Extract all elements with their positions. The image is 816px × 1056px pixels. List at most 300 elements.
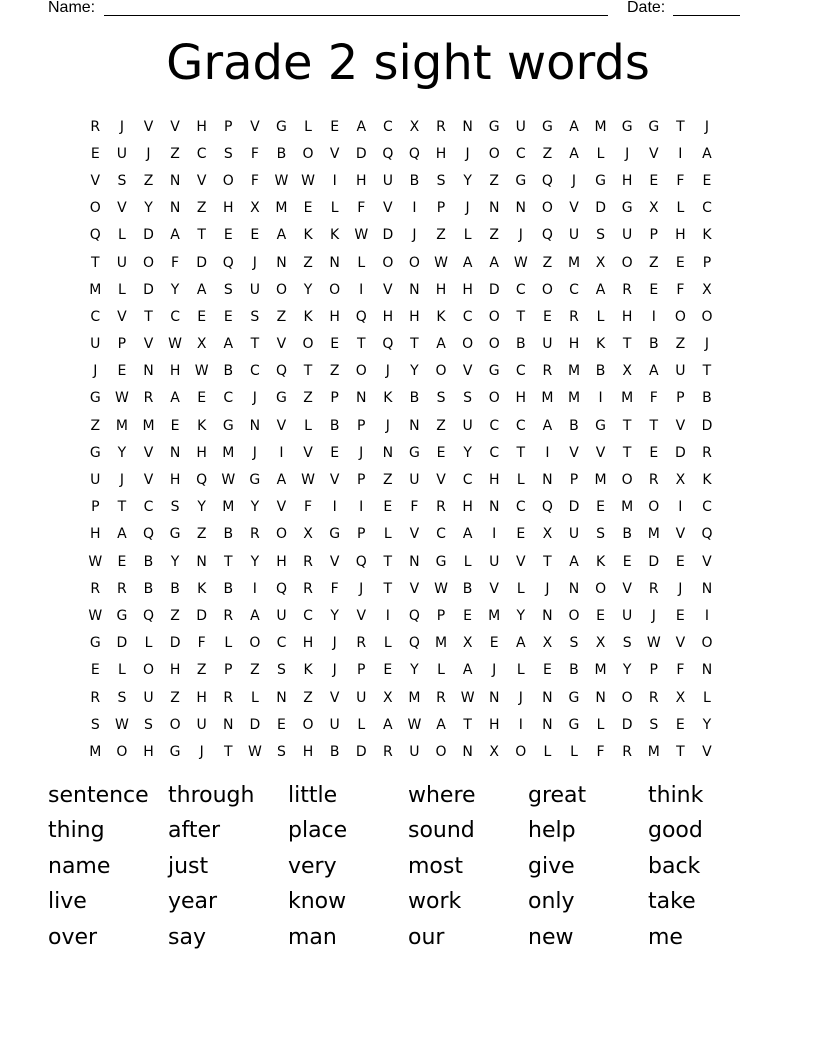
grid-row	[82, 195, 747, 222]
grid-letter: G	[595, 417, 606, 434]
grid-letter: D	[674, 444, 686, 461]
grid-letter: C	[515, 145, 526, 162]
grid-letter: Q	[355, 308, 367, 325]
grid-letter: E	[197, 390, 207, 407]
grid-letter: F	[676, 281, 685, 298]
grid-letter: N	[249, 417, 261, 434]
grid-letter: A	[462, 526, 473, 543]
grid-letter: P	[357, 417, 366, 434]
grid-letter: N	[409, 553, 420, 570]
grid-letter: H	[409, 308, 420, 325]
grid-letter: N	[462, 743, 473, 760]
grid-letter: I	[252, 580, 257, 597]
grid-letter: G	[541, 118, 553, 135]
grid-letter: W	[460, 689, 475, 706]
grid-letter: M	[594, 662, 607, 679]
grid-letter: Z	[170, 689, 180, 706]
grid-letter: V	[516, 553, 526, 570]
grid-letter: Q	[89, 227, 101, 244]
grid-letter: P	[224, 662, 233, 679]
grid-letter: Z	[303, 689, 313, 706]
grid-letter: E	[675, 553, 685, 570]
word-list-row	[48, 920, 768, 956]
grid-letter: W	[434, 580, 448, 597]
grid-letter: Z	[489, 227, 499, 244]
header-fields	[48, 0, 768, 18]
grid-letter: Q	[701, 526, 713, 543]
grid-letter: S	[463, 390, 473, 407]
grid-letter: U	[329, 716, 340, 733]
grid-letter: J	[678, 580, 683, 597]
word-list-item: me	[648, 924, 683, 950]
grid-letter: V	[250, 118, 260, 135]
grid-letter: A	[516, 635, 526, 652]
grid-letter: R	[223, 689, 234, 706]
grid-letter: J	[332, 662, 337, 679]
grid-letter: Q	[408, 635, 420, 652]
grid-letter: B	[648, 336, 659, 353]
grid-letter: L	[570, 743, 578, 760]
grid-letter: Q	[408, 607, 420, 624]
grid-letter: I	[678, 499, 683, 516]
grid-letter: X	[675, 689, 686, 706]
grid-letter: Q	[541, 172, 553, 189]
grid-letter: O	[435, 743, 447, 760]
grid-letter: D	[355, 145, 367, 162]
page-title: Grade 2 sight words	[166, 35, 650, 91]
grid-letter: S	[90, 716, 100, 733]
grid-letter: R	[648, 580, 659, 597]
grid-letter: X	[702, 281, 712, 298]
word-list-item: new	[528, 924, 574, 950]
grid-letter: N	[542, 689, 553, 706]
grid-letter: U	[196, 716, 207, 733]
grid-letter: U	[462, 417, 473, 434]
grid-letter: H	[302, 635, 314, 652]
grid-letter: T	[516, 444, 526, 461]
grid-letter: E	[117, 553, 127, 570]
grid-letter: X	[462, 635, 473, 652]
grid-letter: T	[463, 716, 472, 733]
grid-row	[82, 575, 747, 602]
grid-letter: Z	[436, 227, 446, 244]
grid-letter: R	[382, 743, 393, 760]
grid-letter: N	[515, 200, 527, 217]
grid-letter: H	[196, 444, 207, 461]
grid-letter: C	[436, 526, 446, 543]
grid-letter: J	[359, 580, 364, 597]
grid-letter: O	[595, 580, 607, 597]
grid-letter: T	[250, 336, 260, 353]
grid-letter: T	[516, 308, 526, 325]
grid-letter: L	[144, 635, 153, 652]
grid-letter: H	[90, 526, 101, 543]
grid-letter: H	[621, 172, 633, 189]
word-list-item: where	[408, 782, 476, 808]
grid-letter: I	[651, 308, 656, 325]
grid-letter: J	[518, 227, 523, 244]
grid-letter: H	[435, 145, 447, 162]
grid-letter: W	[194, 363, 209, 380]
grid-row	[82, 222, 747, 249]
grid-letter: T	[676, 118, 685, 135]
grid-letter: L	[250, 689, 259, 706]
grid-letter: M	[567, 254, 581, 271]
grid-letter: V	[117, 200, 127, 217]
word-list-row	[48, 885, 768, 921]
grid-letter: U	[90, 336, 101, 353]
name-blank-line[interactable]	[104, 0, 608, 16]
grid-letter: K	[383, 390, 393, 407]
grid-letter: G	[568, 689, 580, 706]
grid-letter: R	[622, 281, 633, 298]
grid-letter: C	[196, 145, 207, 162]
grid-row	[82, 358, 747, 385]
grid-letter: M	[621, 390, 634, 407]
grid-letter: M	[275, 200, 288, 217]
grid-letter: Q	[541, 499, 553, 516]
grid-letter: N	[542, 472, 553, 489]
grid-letter: J	[465, 145, 470, 162]
grid-letter: V	[329, 553, 340, 570]
grid-letter: L	[437, 662, 445, 679]
grid-letter: F	[410, 499, 419, 516]
grid-letter: D	[648, 553, 660, 570]
grid-letter: Y	[463, 444, 472, 461]
grid-letter: D	[701, 417, 713, 434]
grid-row	[82, 167, 747, 194]
grid-letter: S	[622, 635, 632, 652]
grid-letter: L	[117, 227, 126, 244]
grid-letter: G	[408, 444, 420, 461]
grid-letter: Y	[170, 281, 180, 298]
grid-letter: U	[143, 689, 154, 706]
grid-letter: T	[543, 553, 552, 570]
grid-letter: O	[701, 635, 713, 652]
grid-letter: D	[249, 716, 261, 733]
grid-row	[82, 303, 747, 330]
grid-letter: T	[223, 743, 233, 760]
grid-letter: V	[595, 444, 606, 461]
grid-letter: B	[515, 336, 526, 353]
grid-letter: L	[304, 417, 312, 434]
grid-letter: C	[515, 363, 526, 380]
grid-letter: U	[515, 118, 526, 135]
grid-letter: G	[595, 172, 606, 189]
grid-letter: W	[168, 336, 182, 353]
grid-letter: Z	[143, 172, 154, 189]
grid-letter: T	[303, 363, 313, 380]
grid-letter: S	[569, 635, 579, 652]
grid-letter: G	[621, 200, 633, 217]
grid-letter: T	[702, 363, 712, 380]
grid-letter: O	[302, 336, 314, 353]
grid-letter: K	[702, 227, 712, 244]
grid-letter: N	[568, 580, 580, 597]
date-label: Date:	[627, 0, 666, 16]
grid-letter: P	[569, 472, 579, 489]
grid-letter: G	[488, 363, 500, 380]
grid-row	[82, 630, 747, 657]
grid-letter: T	[622, 336, 632, 353]
grid-letter: T	[356, 336, 366, 353]
grid-letter: O	[488, 308, 500, 325]
grid-letter: I	[704, 607, 710, 624]
grid-letter: R	[90, 580, 101, 597]
grid-letter: N	[196, 553, 207, 570]
grid-letter: N	[143, 363, 154, 380]
grid-letter: D	[143, 281, 154, 298]
grid-letter: I	[412, 200, 417, 217]
grid-letter: Q	[408, 145, 420, 162]
grid-letter: E	[197, 308, 207, 325]
grid-letter: O	[488, 336, 500, 353]
grid-letter: C	[702, 499, 712, 516]
grid-letter: J	[465, 200, 470, 217]
grid-letter: G	[488, 118, 500, 135]
grid-letter: Y	[144, 200, 153, 217]
grid-letter: O	[222, 172, 234, 189]
grid-letter: N	[169, 172, 181, 189]
word-list-item: help	[528, 818, 576, 844]
grid-letter: N	[595, 689, 606, 706]
grid-letter: J	[492, 662, 497, 679]
grid-letter: E	[516, 526, 526, 543]
grid-letter: N	[542, 716, 553, 733]
grid-letter: V	[409, 526, 420, 543]
grid-letter: G	[648, 118, 660, 135]
grid-letter: M	[541, 390, 554, 407]
grid-letter: V	[383, 281, 393, 298]
word-list-item: great	[528, 782, 587, 808]
grid-letter: L	[516, 662, 525, 679]
grid-letter: L	[357, 716, 366, 733]
grid-letter: L	[543, 743, 552, 760]
grid-letter: E	[649, 172, 659, 189]
grid-letter: V	[436, 472, 446, 489]
grid-letter: Z	[489, 172, 499, 189]
grid-letter: H	[302, 743, 314, 760]
grid-letter: E	[383, 662, 393, 679]
grid-letter: H	[488, 716, 500, 733]
grid-row	[82, 276, 747, 303]
grid-letter: X	[542, 635, 553, 652]
word-list-item: give	[528, 853, 575, 879]
grid-letter: K	[303, 308, 313, 325]
grid-letter: K	[330, 227, 340, 244]
word-list-row	[48, 849, 768, 885]
date-blank-line[interactable]	[673, 0, 740, 16]
grid-letter: R	[702, 444, 712, 461]
grid-letter: J	[625, 145, 630, 162]
grid-letter: N	[329, 254, 340, 271]
grid-letter: W	[221, 472, 236, 489]
grid-letter: P	[117, 336, 127, 353]
grid-letter: Q	[142, 526, 154, 543]
grid-letter: L	[330, 200, 339, 217]
grid-letter: E	[223, 227, 233, 244]
grid-letter: V	[622, 580, 632, 597]
grid-letter: H	[462, 281, 473, 298]
grid-letter: Z	[383, 472, 393, 489]
grid-letter: W	[646, 635, 661, 652]
grid-letter: E	[90, 662, 100, 679]
grid-letter: V	[569, 444, 579, 461]
grid-letter: B	[329, 743, 340, 760]
grid-letter: H	[355, 172, 367, 189]
grid-row	[82, 331, 747, 358]
grid-letter: M	[222, 444, 235, 461]
word-list-item: man	[288, 924, 337, 950]
grid-letter: R	[436, 499, 446, 516]
grid-letter: L	[596, 145, 605, 162]
word-list-item: back	[648, 853, 701, 879]
grid-letter: N	[488, 200, 500, 217]
grid-letter: S	[223, 145, 233, 162]
grid-letter: Z	[196, 200, 207, 217]
grid-letter: C	[276, 635, 287, 652]
grid-letter: R	[542, 363, 553, 380]
grid-letter: L	[596, 716, 605, 733]
grid-letter: O	[142, 254, 154, 271]
grid-letter: C	[515, 417, 526, 434]
grid-letter: R	[223, 607, 234, 624]
grid-letter: P	[436, 200, 446, 217]
grid-letter: I	[359, 499, 364, 516]
grid-letter: Q	[222, 254, 234, 271]
grid-letter: B	[702, 390, 712, 407]
grid-letter: F	[596, 743, 605, 760]
grid-letter: O	[382, 254, 394, 271]
grid-letter: X	[595, 635, 606, 652]
grid-letter: M	[594, 118, 607, 135]
grid-letter: Z	[675, 336, 686, 353]
grid-letter: M	[408, 689, 421, 706]
grid-letter: A	[436, 716, 446, 733]
grid-letter: C	[249, 363, 260, 380]
grid-letter: D	[169, 635, 181, 652]
grid-letter: N	[169, 200, 181, 217]
grid-letter: S	[223, 281, 233, 298]
grid-letter: E	[170, 417, 180, 434]
word-list-item: after	[168, 818, 221, 844]
grid-letter: L	[304, 118, 312, 135]
grid-letter: A	[569, 553, 579, 570]
word-list-item: take	[648, 889, 696, 915]
grid-letter: W	[513, 254, 528, 271]
grid-letter: L	[117, 281, 126, 298]
grid-letter: S	[144, 716, 153, 733]
grid-letter: B	[595, 363, 606, 380]
grid-letter: Z	[196, 662, 207, 679]
grid-letter: B	[329, 417, 340, 434]
grid-letter: M	[142, 417, 155, 434]
grid-letter: D	[116, 635, 128, 652]
word-list-item: our	[408, 924, 445, 950]
grid-letter: R	[90, 689, 101, 706]
grid-letter: U	[409, 472, 420, 489]
grid-letter: R	[143, 390, 154, 407]
grid-letter: N	[488, 689, 500, 706]
grid-letter: N	[701, 580, 713, 597]
grid-letter: I	[385, 607, 390, 624]
grid-letter: Q	[541, 227, 553, 244]
grid-letter: B	[409, 390, 420, 407]
grid-letter: C	[702, 200, 712, 217]
grid-letter: W	[114, 390, 129, 407]
grid-letter: J	[119, 472, 124, 489]
grid-letter: E	[489, 635, 499, 652]
grid-letter: A	[436, 336, 446, 353]
grid-letter: B	[622, 526, 632, 543]
grid-letter: Z	[303, 390, 313, 407]
grid-letter: K	[197, 417, 207, 434]
grid-letter: V	[276, 499, 287, 516]
grid-letter: M	[115, 417, 128, 434]
word-list-item: name	[48, 853, 111, 879]
grid-letter: Q	[275, 363, 287, 380]
grid-letter: Y	[410, 662, 419, 679]
grid-letter: E	[596, 607, 605, 624]
grid-letter: M	[594, 472, 607, 489]
word-list-item: say	[168, 924, 206, 950]
grid-row	[82, 711, 747, 738]
grid-letter: Z	[170, 607, 180, 624]
grid-letter: U	[409, 743, 420, 760]
grid-letter: B	[170, 580, 180, 597]
grid-letter: V	[409, 580, 420, 597]
grid-letter: J	[199, 743, 204, 760]
grid-letter: A	[170, 390, 180, 407]
grid-row	[82, 412, 747, 439]
grid-letter: T	[410, 336, 419, 353]
grid-letter: D	[355, 743, 367, 760]
grid-letter: E	[675, 716, 685, 733]
grid-letter: E	[542, 308, 552, 325]
grid-letter: U	[622, 607, 633, 624]
grid-letter: F	[197, 635, 206, 652]
grid-letter: C	[223, 390, 234, 407]
grid-letter: N	[223, 716, 234, 733]
grid-letter: M	[488, 607, 501, 624]
grid-letter: H	[382, 308, 394, 325]
grid-letter: L	[117, 662, 126, 679]
grid-letter: C	[489, 444, 500, 461]
grid-letter: K	[595, 553, 606, 570]
grid-letter: N	[409, 417, 420, 434]
grid-letter: V	[702, 743, 712, 760]
grid-letter: Y	[197, 499, 206, 516]
grid-letter: P	[91, 499, 100, 516]
grid-letter: J	[651, 607, 656, 624]
grid-letter: Z	[542, 254, 553, 271]
grid-letter: R	[648, 689, 659, 706]
grid-letter: X	[648, 200, 659, 217]
grid-letter: V	[648, 145, 659, 162]
word-list-item: think	[648, 782, 704, 808]
grid-letter: U	[568, 526, 580, 543]
grid-letter: F	[676, 172, 685, 189]
grid-letter: M	[567, 363, 581, 380]
grid-letter: O	[488, 390, 500, 407]
word-list-item: sound	[408, 818, 475, 844]
grid-letter: Z	[542, 145, 553, 162]
grid-letter: D	[595, 200, 606, 217]
grid-letter: V	[143, 472, 154, 489]
grid-letter: X	[383, 689, 393, 706]
grid-letter: K	[595, 336, 606, 353]
grid-letter: D	[488, 281, 500, 298]
